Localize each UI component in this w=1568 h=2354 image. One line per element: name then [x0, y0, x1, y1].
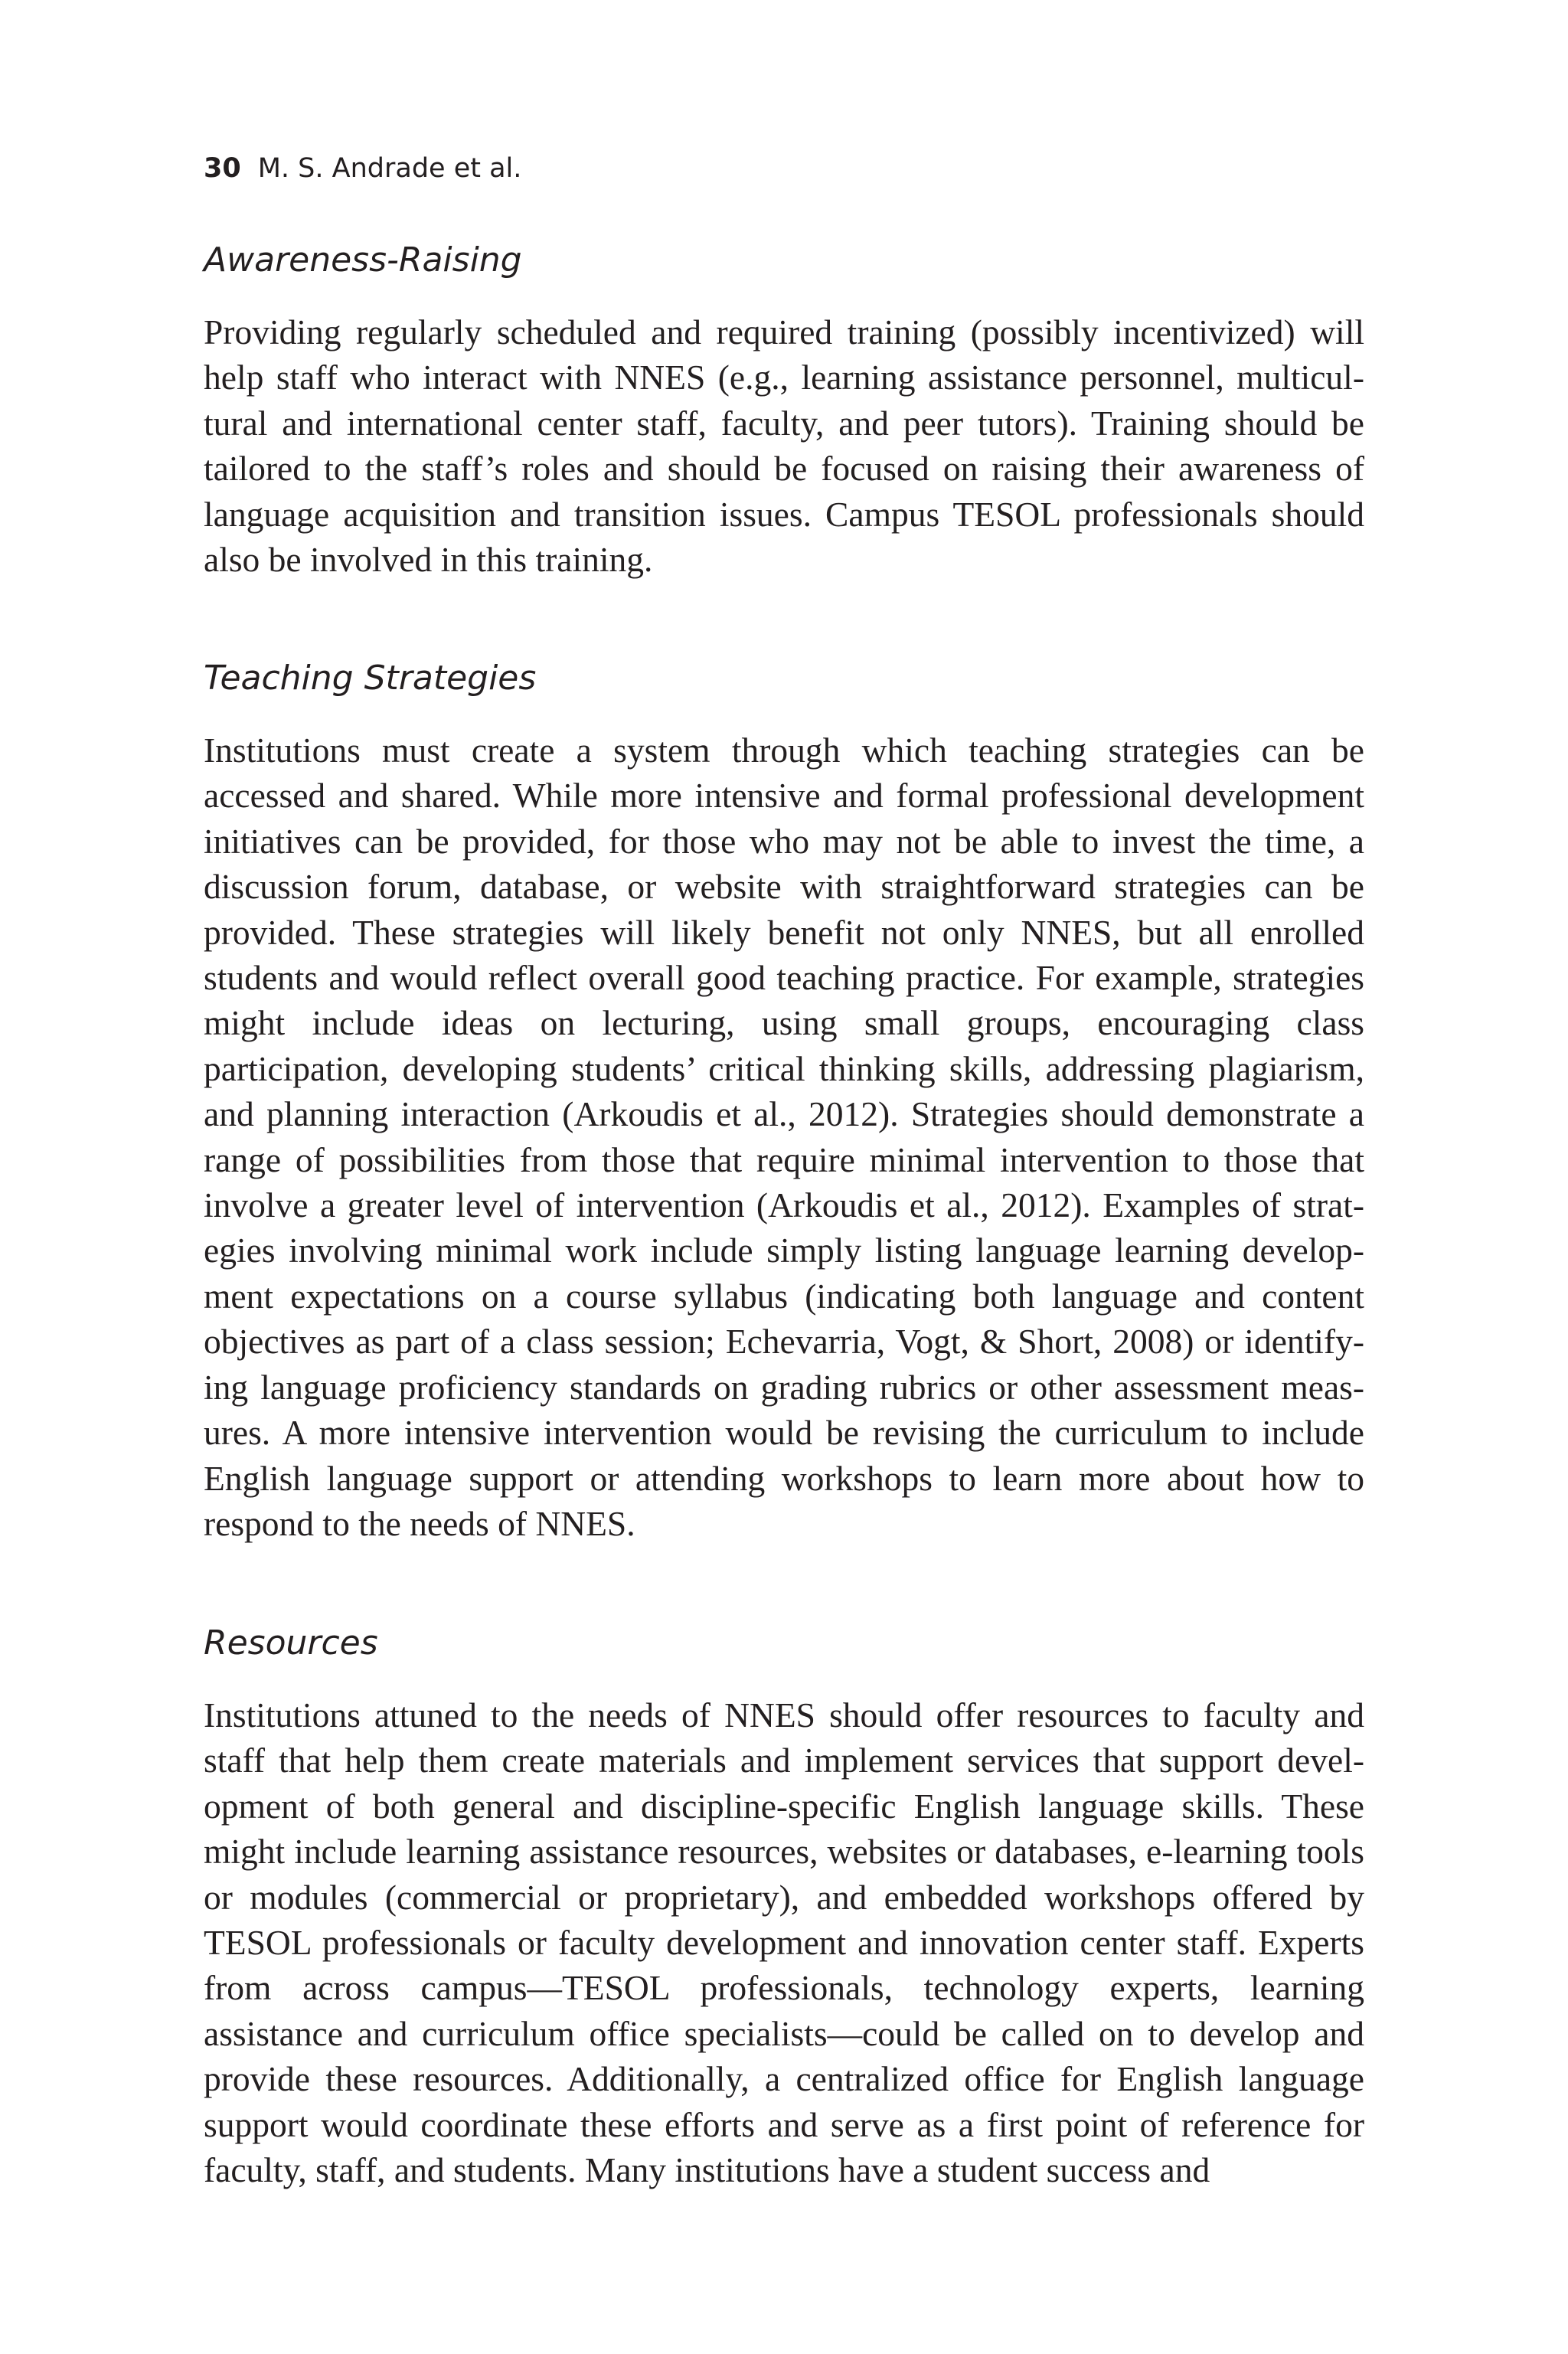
section-paragraph: Providing regularly scheduled and required training (possibly incentivized) will help staff who interact with NNES (e.g., learning assistance personnel, multicultural and international center staff, faculty, and peer tutors). Training should be tailored to the staff’s roles and should be focused on raising their awareness of language acquisition and transition issues. Campus TESOL professionals should also be involved in this training. [204, 312, 1364, 580]
section-resources [204, 1622, 1364, 2192]
section-heading: Awareness-Raising [204, 240, 522, 280]
section-teaching-strategies [204, 657, 1364, 1546]
running-title: M. S. Andrade et al. [257, 153, 522, 184]
section-heading: Resources [204, 1623, 378, 1663]
section-paragraph: Institutions attuned to the needs of NNES should offer resources to faculty and staff that help them create materials and implement services that support development of both general and discipline-specific English language skills. These might include learning assistance resources, websites or databases, e-learning tools or modules (commercial or proprietary), and embedded workshops offered by TESOL professionals or faculty development and innovation center staff. Experts from across campus—TESOL professionals, technology experts, learning assistance and curriculum office specialists—could be called on to develop and provide these resources. Additionally, a centralized office for English language support would coordinate these efforts and serve as a first point of reference for faculty, staff, and students. Many institutions have a student success and [204, 1695, 1364, 2190]
section-paragraph: Institutions must create a system through which teaching strategies can be accessed and shared. While more intensive and formal professional development initiatives can be provided, for those who may not be able to invest the time, a discussion forum, database, or website with straightforward strategies can be provided. These strategies will likely benefit not only NNES, but all enrolled students and would reflect overall good teaching practice. For example, strategies might include ideas on lecturing, using small groups, encouraging class participation, developing students’ critical thinking skills, addressing plagiarism, and planning interaction (Arkoudis et al., 2012). Strategies should demonstrate a range of possibilities from those that require minimal intervention to those that involve a greater level of intervention (Arkoudis et al., 2012). Examples of strategies involving minimal work include simply listing language learning development expectations on a course syllabus (indicating both language and content objectives as part of a class session; Echevarria, Vogt, & Short, 2008) or identifying language proficiency standards on grading rubrics or other assessment measures. A more intensive intervention would be revising the curriculum to include English language support or attending workshops to learn more about how to respond to the needs of NNES. [204, 731, 1364, 1543]
running-head [204, 153, 521, 184]
section-awareness-raising [204, 239, 1364, 582]
section-heading: Teaching Strategies [204, 659, 537, 698]
page-number: 30 [204, 153, 241, 184]
